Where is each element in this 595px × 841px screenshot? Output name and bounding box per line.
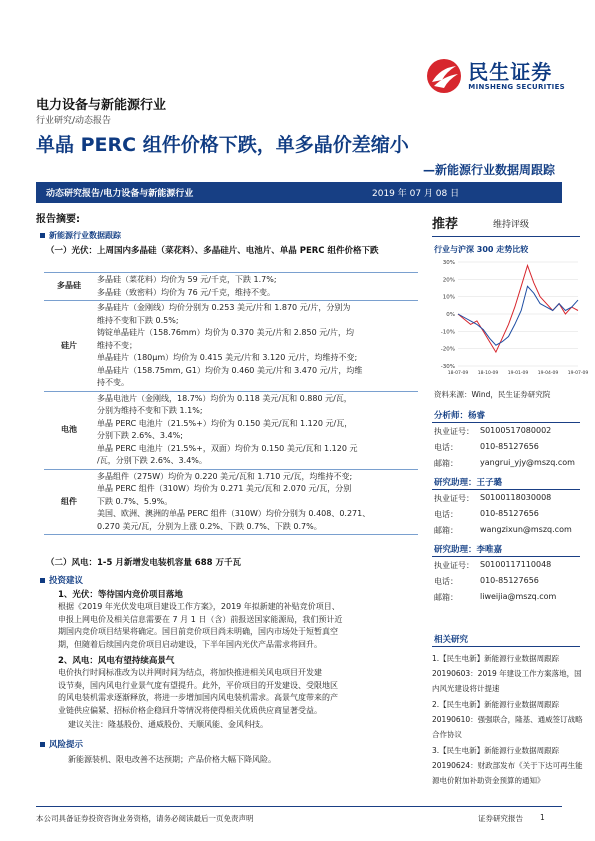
y-tick-label: -20% <box>440 346 455 353</box>
row-line: 多晶硅片（金刚线）均价分别为 0.253 美元/片和 1.870 元/片，分别为 <box>97 303 351 312</box>
assistant1-label: 研究助理：王子璐 <box>434 478 503 488</box>
row-content <box>94 469 418 535</box>
price-table <box>44 272 418 535</box>
x-tick-label: 19-01-09 <box>507 371 529 376</box>
y-tick-label: 10% <box>442 294 455 301</box>
assistant1-license: 执业证号： S0100118030008 <box>434 493 552 503</box>
invest-heading: 投资建议 <box>40 574 83 586</box>
row-line: 美国、欧洲、澳洲的单晶 PERC 组件（310W）均价分别为 0.408、0.271、 <box>97 509 371 518</box>
summary-label: 报告摘要: <box>36 214 80 225</box>
text-line: 根据《2019 年光伏发电项目建设工作方案》，2019 年拟新建的补贴竞价项目、 <box>58 602 340 611</box>
analyst-phone: 电话： 010-85127656 <box>434 442 539 452</box>
x-tick-label: 19-07-09 <box>567 371 589 376</box>
assistant2-label: 研究助理：李唯嘉 <box>434 545 503 555</box>
row-line: 多晶电池片（金刚线，18.7%）均价为 0.118 美元/瓦和 0.880 元/瓦， <box>97 393 352 403</box>
x-tick-label: 19-04-09 <box>537 371 559 376</box>
divider <box>432 422 580 423</box>
y-tick-label: -30% <box>440 364 455 370</box>
row-line: 维持不变和下跌 0.5%; <box>97 315 179 325</box>
text-line: 期国内竞价项目结果将确定。国目前竞价项目尚未明确，国内市场处于短暂真空 <box>58 627 338 636</box>
text-line: 电价执行时间标准改为以并网时间为结点，将加快推进相关风电项目开发建 <box>58 668 322 677</box>
table-row <box>44 301 418 392</box>
related-item[interactable]: 2.【民生电新】新能源行业数据周跟踪20190610：强强联合，隆基、通威签订战略合作协议 <box>432 700 583 739</box>
table-row <box>44 273 418 301</box>
row-line: 多晶硅（菜花料）均价为 59 元/千克，下跌 1.7%; <box>97 275 277 284</box>
chart-source: 资料来源：Wind，民生证券研究院 <box>434 390 551 399</box>
analyst-email[interactable]: 邮箱： yangrui_yjy@mszq.com <box>434 458 575 468</box>
footer-doc-type: 证券研究报告 <box>478 814 523 823</box>
y-tick-label: 20% <box>442 277 455 284</box>
text-line: 设节奏，国内风电行业景气度有望提升。此外，平价项目的开发建设、受限地区 <box>58 680 338 690</box>
invest-recommendation: 建议关注：隆基股份、通威股份、天顺风能、金风科技。 <box>68 720 268 729</box>
row-content <box>94 273 418 301</box>
related-heading: 相关研究 <box>434 635 469 645</box>
row-line: /瓦，分别下跌 2.6%、3.4%。 <box>97 456 207 465</box>
text-line: 申报上网电价及相关信息需要在 7 月 1 日（含）前报送国家能源局，我们预计近 <box>58 614 343 624</box>
x-tick-label: 18-07-09 <box>447 371 469 376</box>
wind-heading: （二）风电：1-5 月新增发电装机容量 688 万千瓦 <box>46 558 241 568</box>
company-logo <box>426 58 565 94</box>
report-type: 行业研究/动态报告 <box>36 116 112 126</box>
band-report-category: 动态研究报告/电力设备与新能源行业 <box>46 189 194 199</box>
related-item[interactable]: 3.【民生电新】新能源行业数据周跟踪20190624：财政部发布《关于下达可再生能源电价附加补助资金预算的通知》 <box>432 746 583 785</box>
divider <box>432 646 580 647</box>
y-tick-label: -10% <box>440 329 455 336</box>
row-line: 分别下跌 2.6%、3.4%; <box>97 431 183 440</box>
footer-disclaimer: 本公司具备证券投资咨询业务资格，请务必阅读最后一页免责声明 <box>36 814 254 823</box>
analyst-label: 分析师：杨睿 <box>434 411 486 421</box>
pv-heading: （一）光伏：上周国内多晶硅（菜花料）、多晶硅片、电池片、单晶 PERC 组件价格下跌 <box>46 246 379 256</box>
row-content <box>94 301 418 392</box>
assistant2-phone: 电话： 010-85127656 <box>434 576 539 586</box>
trend-chart <box>432 258 589 384</box>
industry-label: 电力设备与新能源行业 <box>36 98 167 113</box>
assistant2-license: 执业证号： S0100117110048 <box>434 560 552 570</box>
row-line: 单晶硅片（180μm）均价为 0.415 美元/片和 3.120 元/片，均维持不变; <box>97 353 358 362</box>
logo-name-en: MINSHENG SECURITIES <box>468 82 565 91</box>
related-item[interactable]: 1.【民生电新】新能源行业数据周跟踪20190603：2019 年建设工作方案落地，国内风光建设将计提速 <box>432 654 582 693</box>
row-category: 多晶硅 <box>44 273 94 301</box>
row-line: 分别为维持不变和下跌 1.1%; <box>97 406 203 415</box>
assistant1-email[interactable]: 邮箱： wangzixun@mszq.com <box>434 525 572 535</box>
assistant2-email[interactable]: 邮箱： liweijia@mszq.com <box>434 592 557 602</box>
table-row <box>44 391 418 469</box>
row-line: 铸锭单晶硅片（158.76mm）均价为 0.370 美元/片和 2.850 元/片，均 <box>97 328 354 337</box>
logo-name-cn: 民生证券 <box>468 59 553 84</box>
analyst-license: 执业证号： S0100517080002 <box>434 426 552 436</box>
row-line: 维持不变； <box>97 340 137 350</box>
row-line: 0.270 美元/瓦，分别为上涨 0.2%、下跌 0.7%、下跌 0.7%。 <box>97 521 322 531</box>
row-line: 单晶 PERC 电池片（21.5%+）均价为 0.150 美元/瓦和 1.120 元/瓦， <box>97 418 353 428</box>
row-content <box>94 391 418 469</box>
divider <box>432 236 580 237</box>
report-date: 2019 年 07 月 08 日 <box>372 189 460 199</box>
table-row <box>44 469 418 535</box>
minsheng-logo-icon <box>426 58 462 94</box>
page-number: 1 <box>540 813 545 822</box>
risk-heading: 风险提示 <box>40 738 83 750</box>
rating-recommend: 推荐 <box>432 217 459 232</box>
row-line: 单晶 PERC 组件（310W）均价为 0.271 美元/瓦和 2.070 元/瓦，分别 <box>97 484 352 493</box>
row-line: 多晶硅（致密料）均价为 76 元/千克，维持不变。 <box>97 287 275 297</box>
rating-status: 维持评级 <box>493 220 530 230</box>
invest-wind-paragraph <box>58 667 418 717</box>
divider <box>432 489 580 490</box>
series-line-1 <box>458 266 578 353</box>
text-line: 的风电装机需求逐渐释放，将进一步增加国内风电装机需求。高景气度带来的产 <box>58 693 338 702</box>
invest-sub-wind: 2、风电：风电有望持续高景气 <box>58 656 175 666</box>
row-line: 多晶组件（275W）均价为 0.220 美元/瓦和 1.710 元/瓦，均维持不变; <box>97 471 353 481</box>
row-line: 单晶硅片（158.75mm, G1）均价为 0.460 美元/片和 3.470 元/片，均维 <box>97 365 363 375</box>
row-category: 组件 <box>44 469 94 535</box>
row-line: 下跌 0.7%、5.9%。 <box>97 496 173 506</box>
text-line: 期，但随着后续国内竞价项目启动建设，下半年国内光伏产品需求将回升。 <box>58 639 322 649</box>
report-subtitle: —新能源行业数据周跟踪 <box>422 163 555 177</box>
row-category: 电池 <box>44 391 94 469</box>
footer-divider <box>36 806 562 807</box>
row-category: 硅片 <box>44 301 94 392</box>
divider <box>432 556 580 557</box>
assistant1-phone: 电话： 010-85127656 <box>434 509 539 519</box>
x-tick-label: 18-10-09 <box>477 371 499 376</box>
report-title: 单晶 PERC 组件价格下跌，单多晶价差缩小 <box>36 134 409 156</box>
y-tick-label: 0% <box>446 312 455 318</box>
row-line: 持不变。 <box>97 378 129 387</box>
tracking-heading: 新能源行业数据跟踪 <box>40 230 121 241</box>
text-line: 业链供应偏紧、招标价格企稳回升等情况将使得相关优质供应商显著受益。 <box>58 705 322 715</box>
invest-sub-pv: 1、光伏：等待国内竞价项目落地 <box>58 590 183 600</box>
invest-pv-paragraph <box>58 601 418 651</box>
chart-title: 行业与沪深 300 走势比较 <box>434 245 529 254</box>
y-tick-label: 30% <box>442 260 455 266</box>
risk-text: 新能源装机、限电改善不达预期；产品价格大幅下降风险。 <box>68 755 276 764</box>
row-line: 单晶 PERC 电池片（21.5%+，双面）均价为 0.150 美元/瓦和 1.120 元 <box>97 443 358 453</box>
